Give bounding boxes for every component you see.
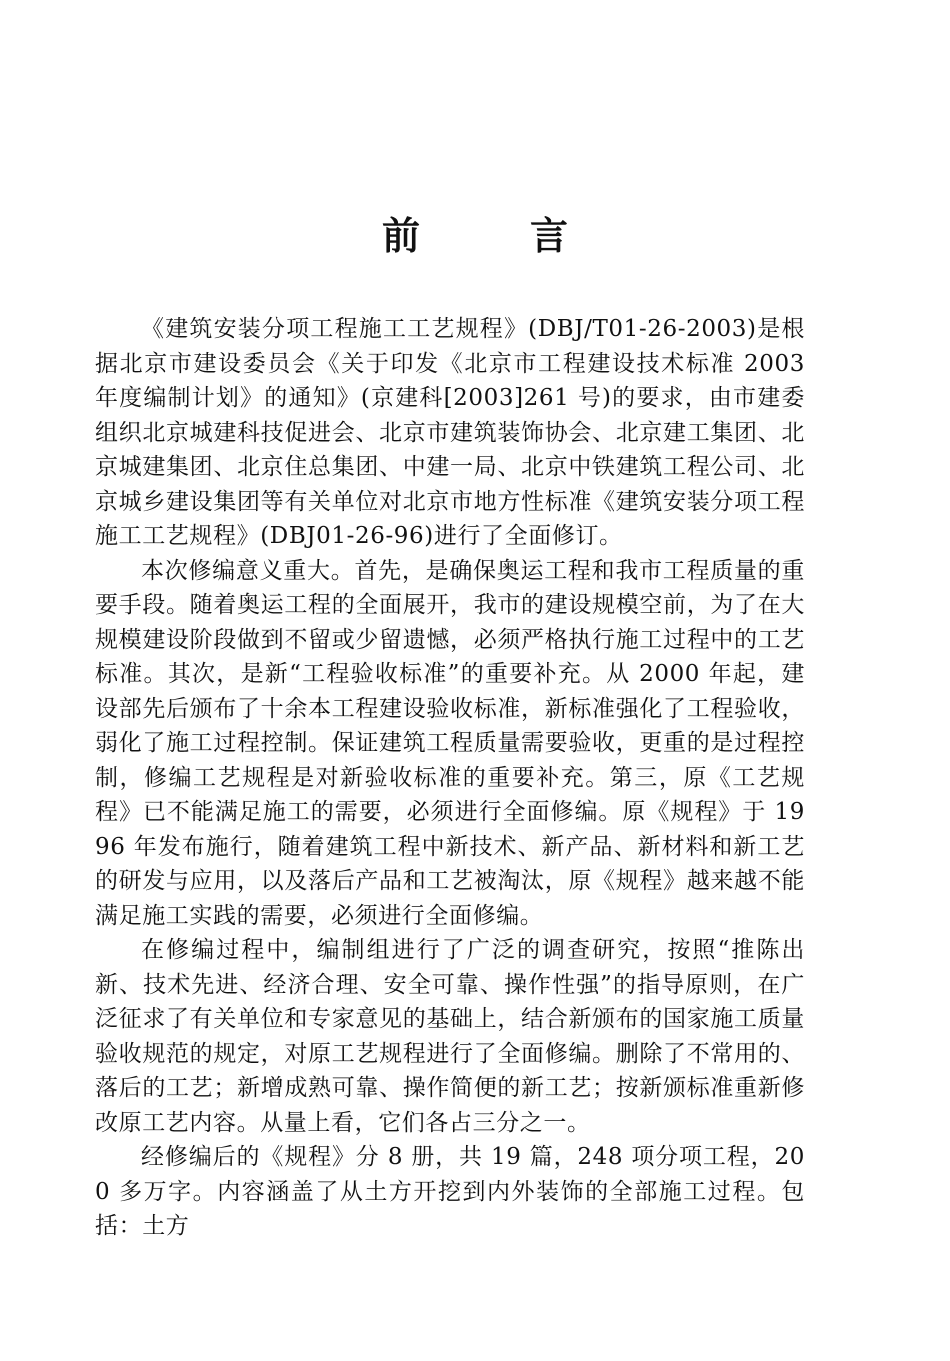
paragraph-2: 本次修编意义重大。首先，是确保奥运工程和我市工程质量的重要手段。随着奥运工程的全面展开，我市的建设规模空前，为了在大规模建设阶段做到不留或少留遗憾，必须严格执行施工过程中的工艺标准。其次，是新“工程验收标准”的重要补充。从 2000 年起，建设部先后颁布了十余本工程建设验收标准，新标准强化了工程验收，弱化了施工过程控制。保证建筑工程质量需要验收，更重的是过程控制，修编工艺规程是对新验收标准的重要补充。第三，原《工艺规程》已不能满足施工的需要，必须进行全面修编。原《规程》于 1996 年发布施行，随着建筑工程中新技术、新产品、新材料和新工艺的研发与应用，以及落后产品和工艺被淘汰，原《规程》越来越不能满足施工实践的需要，必须进行全面修编。: [95, 557, 805, 929]
body-text: [95, 312, 805, 1244]
page-title: 前 言: [381, 214, 604, 258]
paragraph-1: 《建筑安装分项工程施工工艺规程》(DBJ/T01-26-2003)是根据北京市建设委员会《关于印发《北京市工程建设技术标准 2003 年度编制计划》的通知》(京建科[2003]261 号)的要求，由市建委组织北京城建科技促进会、北京市建筑装饰协会、北京建工集团、北京城建集团、北京住总集团、中建一局、北京中铁建筑工程公司、北京城乡建设集团等有关单位对北京市地方性标准《建筑安装分项工程施工工艺规程》(DBJ01-26-96)进行了全面修订。: [95, 316, 805, 549]
paragraph-3: 在修编过程中，编制组进行了广泛的调查研究，按照“推陈出新、技术先进、经济合理、安全可靠、操作性强”的指导原则，在广泛征求了有关单位和专家意见的基础上，结合新颁布的国家施工质量验收规范的规定，对原工艺规程进行了全面修编。删除了不常用的、落后的工艺；新增成熟可靠、操作简便的新工艺；按新颁标准重新修改原工艺内容。从量上看，它们各占三分之一。: [95, 937, 805, 1136]
paragraph-4: 经修编后的《规程》分 8 册，共 19 篇，248 项分项工程，200 多万字。内容涵盖了从土方开挖到内外装饰的全部施工过程。包括：土方: [95, 1144, 805, 1239]
